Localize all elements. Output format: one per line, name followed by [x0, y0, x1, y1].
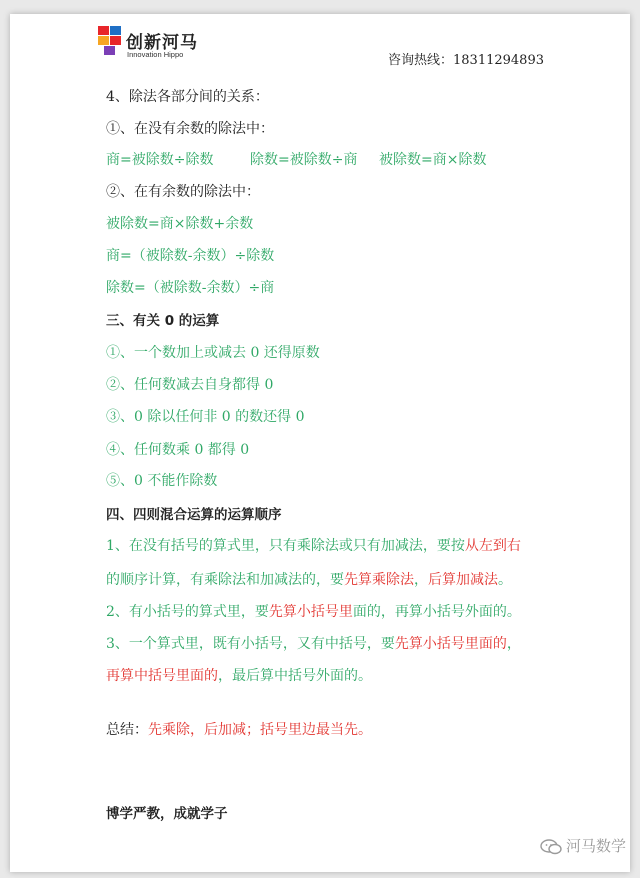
formula-dividend: 被除数=商×除数	[379, 152, 487, 168]
section-zero-title: 三、有关 0 的运算	[106, 313, 220, 329]
order-rule-3-line-2: 再算中括号里面的，最后算中括号外面的。	[106, 668, 372, 684]
document-page	[10, 14, 630, 872]
company-logo: 创新河马 Innovation Hippo	[98, 26, 218, 66]
zero-rule-item: ②、任何数减去自身都得 0	[106, 377, 274, 393]
subsection-with-remainder: ②、在有余数的除法中：	[106, 184, 260, 200]
order-rule-1-line-2: 的顺序计算，有乘除法和加减法的，要先算乘除法，后算加减法。	[106, 572, 512, 588]
order-rule-3-line-1: 3、一个算式里，既有小括号，又有中括号，要先算小括号里面的，	[106, 636, 521, 652]
zero-rule-item: ④、任何数乘 0 都得 0	[106, 442, 250, 458]
formula-dividend-remainder: 被除数=商×除数+余数	[106, 216, 254, 232]
formula-quotient: 商=被除数÷除数	[106, 152, 214, 168]
formula-divisor-remainder: 除数=（被除数-余数）÷商	[106, 280, 275, 296]
motto: 博学严教，成就学子	[106, 806, 228, 822]
order-rule-1-line-1: 1、在没有括号的算式里，只有乘除法或只有加减法，要按从左到右	[106, 538, 521, 554]
formula-quotient-remainder: 商=（被除数-余数）÷除数	[106, 248, 275, 264]
zero-rule-item: ③、0 除以任何非 0 的数还得 0	[106, 409, 305, 425]
order-rule-2: 2、有小括号的算式里，要先算小括号里面的，再算小括号外面的。	[106, 604, 521, 620]
summary: 总结：先乘除，后加减；括号里边最当先。	[106, 722, 372, 738]
section-order-title: 四、四则混合运算的运算顺序	[106, 507, 282, 523]
watermark: 河马数学	[540, 835, 626, 856]
subsection-no-remainder: ①、在没有余数的除法中：	[106, 121, 274, 137]
formula-divisor: 除数=被除数÷商	[250, 152, 358, 168]
section-4-title: 4、除法各部分间的关系：	[106, 89, 269, 105]
wechat-icon	[540, 839, 562, 855]
hotline: 咨询热线：18311294893	[388, 53, 544, 68]
logo-mark-icon	[98, 26, 122, 56]
zero-rule-item: ①、一个数加上或减去 0 还得原数	[106, 345, 320, 361]
zero-rule-item: ⑤、0 不能作除数	[106, 473, 218, 489]
